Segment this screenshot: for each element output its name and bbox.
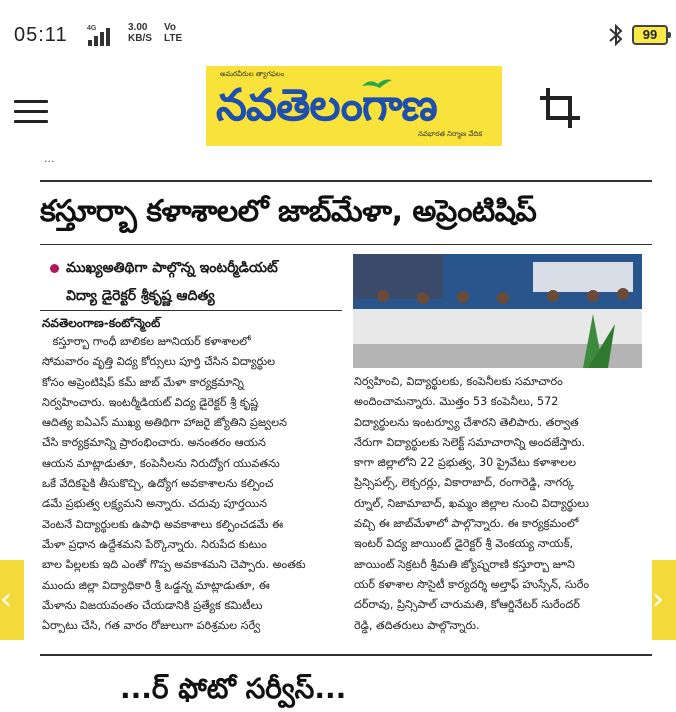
article-headline: కస్తూర్బా కళాశాలలో జాబ్‌మేళా, అప్రెంటిషిప్ xyxy=(40,194,537,229)
left-line: వెంటనే విద్యార్థులకు ఉపాధి అవకాశాలు కల్పించడమే ఈ xyxy=(42,517,284,531)
headline-rule xyxy=(40,244,652,245)
subheadline-1: ముఖ్యఅతిథిగా పాల్గొన్న ఇంటర్మీడియట్ xyxy=(66,260,278,276)
right-line: ప్రిన్సిపల్స్, లెక్చరర్లు, వికారాబాద్, రంగారెడ్డి, నాగర్క xyxy=(354,476,574,490)
right-line: దర్‌రావు, ప్రిన్సిపాల్ చారుమతి, కోఆర్డినేటర్ సురేందర్ xyxy=(354,598,580,612)
right-line: విద్యార్థులను ఇంటర్వ్యూ చేశారని తెలిపారు. తర్వాత xyxy=(354,415,579,429)
volte-indicator xyxy=(164,22,182,44)
left-line: నిర్వహించారు. ఇంటర్మీడియట్ విద్య డైరెక్టర్ శ్రీ కృష్ణ xyxy=(42,395,259,409)
left-line: చేసి కార్యక్రమాన్ని ప్రారంభించారు. అనంతరం ఆయన xyxy=(42,436,266,450)
volte-bottom: LTE xyxy=(164,33,183,44)
dateline: నవతెలంగాణ-కంటోన్మెంట్ xyxy=(42,316,161,330)
network-label: 4G xyxy=(87,25,97,32)
bluetooth-icon xyxy=(606,22,626,48)
left-line: మేళా ప్రధాన ఉద్దేశమని పేర్కొన్నారు. నిరుపేద కుటుం xyxy=(42,537,267,551)
volte-top: Vo xyxy=(164,22,177,33)
clipped-previous-line: ... xyxy=(44,152,55,165)
hamburger-menu-icon[interactable] xyxy=(14,100,48,124)
signal-icon xyxy=(84,22,124,48)
left-line: మేళాను విజయవంతం చేయడానికి ప్రత్యేక కమిటీలు xyxy=(42,598,263,612)
logo-wordmark: నవతెలంగాణ xyxy=(216,80,437,131)
next-page-button[interactable] xyxy=(652,560,676,640)
left-line: ముందు జిల్లా విద్యాధికారి శ్రీ ఒడ్డన్న మాట్లాడుతూ, ఈ xyxy=(42,578,270,592)
right-line: నేరుగా విద్యార్థులకు సెలెక్ట్ సమాచారాన్ని అందజేస్తారు. xyxy=(354,435,586,449)
status-time: 05:11 xyxy=(14,24,68,46)
next-article-headline: ...ర్ ఫోటో సర్వీస్... xyxy=(120,672,347,705)
left-line: డమే ప్రభుత్వ లక్ష్యమని అన్నారు. చదువు పూర్తయిన xyxy=(42,497,268,511)
speed-value: 3.00 xyxy=(128,22,148,33)
right-line: ర్నూల్, నిజామాబాద్, ఖమ్మం జిల్లాల నుంచి విద్యార్థులు xyxy=(354,496,589,510)
left-line: సోమవారం వృత్తి విద్య కోర్సులు పూర్తి చేసిన విద్యార్థుల xyxy=(42,355,276,369)
previous-page-button[interactable] xyxy=(0,560,24,640)
left-line: ఆయన మాట్లాడుతూ, కంపెనీలను నిరుద్యోగ యువతను xyxy=(42,456,280,470)
left-line: కోసం అప్రెంటిషిప్ కమ్ జాబ్ మేళా కార్యక్రమాన్ని xyxy=(42,375,244,389)
left-line: ఆదిత్య ఐఏఎస్ ముఖ్య అతిథిగా హాజరై జ్యోతిని ప్రజ్వలన xyxy=(42,416,287,430)
right-line: నిర్వహించి, విద్యార్థులకు, కంపెనీలకు సమాచారం xyxy=(354,375,563,388)
article-clipping xyxy=(0,152,676,681)
logo-tagline-top: అమరవీరుల త్యాగఫలం xyxy=(220,70,285,78)
subhead-rule xyxy=(40,310,342,311)
newspaper-logo xyxy=(206,66,502,146)
article-left-column xyxy=(42,332,342,638)
right-line: యర్ కళాశాల సొసైటీ కార్యదర్శి అల్తాఫ్ హుస్సేన్, సురేం xyxy=(354,577,590,591)
subhead-bullet xyxy=(50,264,59,273)
top-rule xyxy=(40,180,652,182)
bottom-rule xyxy=(40,654,652,656)
left-line: ఏర్పాటు చేసి, గత వారం రోజులుగా పరిశ్రమల సర్వే xyxy=(42,619,261,633)
subheadline-2: విద్యా డైరెక్టర్ శ్రీకృష్ణ ఆదిత్య xyxy=(66,288,215,304)
left-line: కస్తూర్బా గాంధీ బాలికల జూనియర్ కళాశాలలో xyxy=(42,335,251,348)
chevron-left-icon: ‹ xyxy=(0,582,12,617)
right-line: జాయింట్ సెక్రటరీ శ్రీమతి జ్యోష్నరాణి కస్తూర్బా జూని xyxy=(354,557,575,571)
network-speed xyxy=(128,22,152,44)
right-line: ఇంటర్ విద్య జాయింట్ డైరెక్టర్ శ్రీ వెంకయ్య నాయక్, xyxy=(354,537,574,551)
app-bar xyxy=(0,66,676,156)
event-photo xyxy=(353,254,642,368)
crop-icon[interactable] xyxy=(538,86,582,130)
left-line: ఒకే వేదికపైకి తీసుకొచ్చి, ఉద్యోగ అవకాశాలను కల్పించ xyxy=(42,477,274,491)
logo-tagline-bottom: నవభారత నిర్మాణ వేదిక xyxy=(417,130,482,138)
chevron-right-icon: › xyxy=(652,582,664,617)
right-line: రెడ్డి, తదితరులు పాల్గొన్నారు. xyxy=(354,618,480,632)
right-line: అందించామన్నారు. మొత్తం 53 కంపెనీలు, 572 xyxy=(354,395,559,409)
article-right-column xyxy=(354,372,654,638)
left-line: బాల పిల్లలకు ఇది ఎంతో గొప్ప అవకాశమని చెప్పారు. అంతకు xyxy=(42,558,306,572)
right-line: వచ్చి ఈ జాబ్‌మేళాలో పాల్గొన్నారు. ఈ కార్యక్రమంలో xyxy=(354,517,579,531)
battery-icon: 99 xyxy=(632,25,668,45)
speed-unit: KB/S xyxy=(128,33,152,44)
status-bar xyxy=(0,0,676,66)
right-line: కాగా జిల్లాలోని 22 ప్రభుత్వ, 30 ప్రైవేటు కళాశాలల xyxy=(354,456,577,470)
